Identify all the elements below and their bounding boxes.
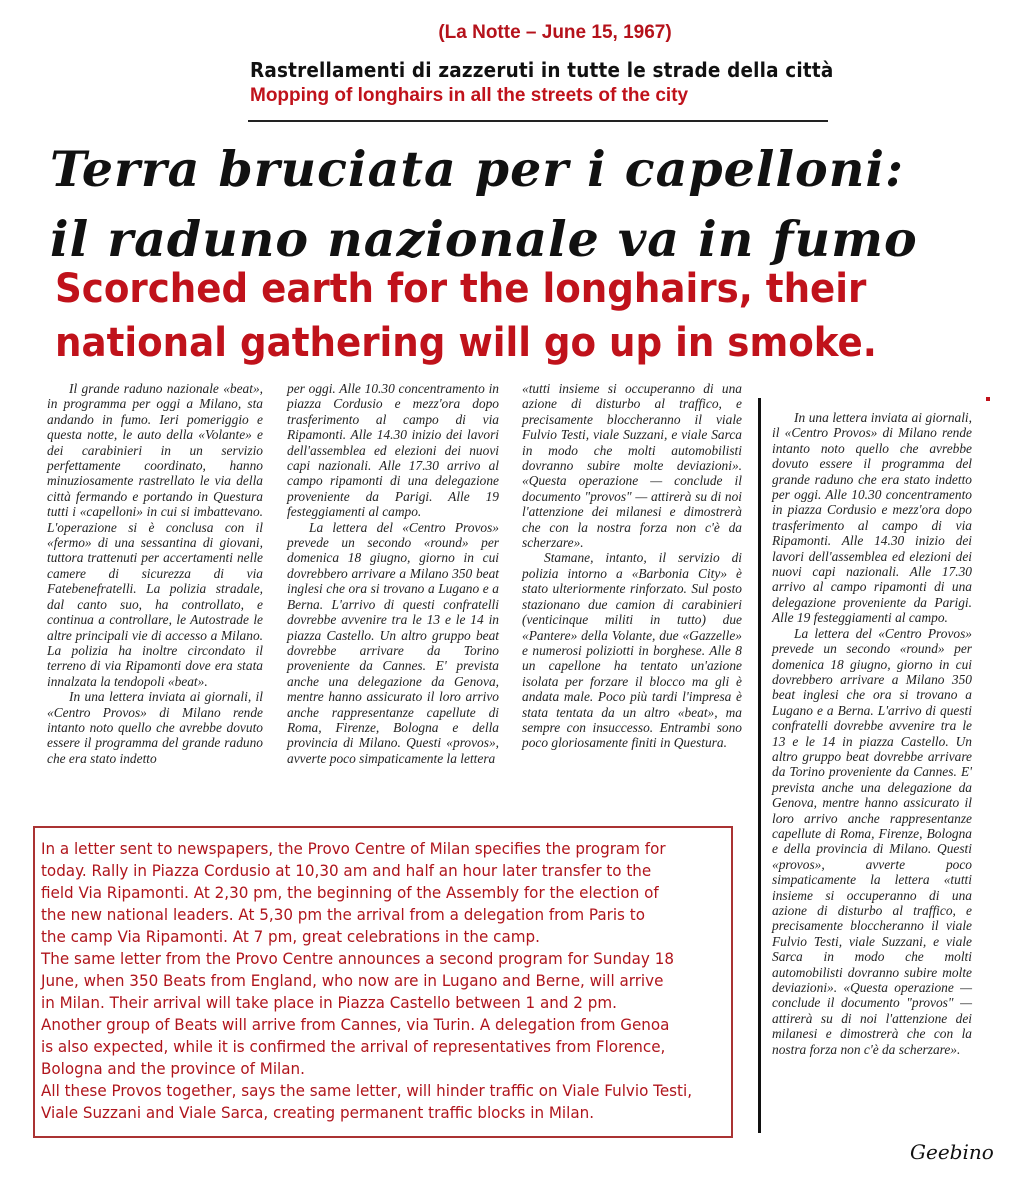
translation-line: Bologna and the province of Milan.	[41, 1059, 305, 1078]
subtitle-english: Mopping of longhairs in all the streets of the city	[250, 85, 689, 106]
translation-box	[33, 826, 733, 1138]
translation-line: Another group of Beats will arrive from Cannes, via Turin. A delegation from Genoa	[41, 1015, 670, 1034]
divider	[248, 120, 828, 122]
translation-line: The same letter from the Provo Centre announces a second program for Sunday 18	[41, 949, 674, 968]
paragraph: Stamane, intanto, il servizio di polizia intorno a «Barbonia City» è stato ulteriormente rinforzato. Sul posto stazionano due camion di carabinieri (venticinque militi in tutto) due «Pantere» della Volante, due «Gazzelle» e numerosi poliziotti in borghese. Alle 8 un capellone ha tentato un'azione isolata per forzare il blocco ma gli è andata male. Poco più tardi l'impresa è stata tentata da un altro «beat», ma sempre con insuccesso. Entrambi sono poco gloriosamente finiti in Questura.	[522, 550, 742, 751]
paragraph: In una lettera inviata ai giornali, il «Centro Provos» di Milano rende intanto noto quello che avrebbe dovuto essere il programma del grande raduno che era stato indetto per oggi. Alle 10.30 concentramento in piazza Cordusio e mezz'ora dopo trasferimento al campo di via Ripamonti. Alle 14.30 inizio dei lavori dell'assemblea ed elezioni dei nuovi capi nazionali. Alle 17.30 arrivo al campo ripamonti di una delegazione proveniente da Parigi. Alle 19 festeggiamenti al campo.	[772, 410, 972, 626]
headline-english-line1: Scorched earth for the longhairs, their	[55, 266, 867, 312]
article-column-4	[772, 410, 972, 1057]
article-column-1	[47, 381, 263, 766]
subtitle-italian: Rastrellamenti di zazzeruti in tutte le strade della città	[250, 58, 834, 82]
article-column-3	[522, 381, 742, 751]
headline-english-line2: national gathering will go up in smoke.	[55, 320, 877, 366]
paragraph: «tutti insieme si occuperanno di una azione di disturbo al traffico, e precisamente bloccheranno il viale Fulvio Testi, viale Suzzani, e viale Sarca in modo che molti automobilisti dovranno subire molte deviazioni». «Questa operazione — conclude il documento "provos" — attirerà su di noi l'attenzione dei milanesi e dimostrerà che con la nostra forza non c'è da scherzare».	[522, 381, 742, 551]
paragraph: Il grande raduno nazionale «beat», in programma per oggi a Milano, sta andando in fumo. Ieri pomeriggio e questa notte, le auto della «Volante» e dei carabinieri in un servizio perfettamente coordinato, hanno minuziosamente rastrellato le via della città fermando e portando in Questura tutti i «capelloni» in cui si imbattevano. L'operazione si è conclusa con il «fermo» di una sessantina di giovani, tuttora trattenuti per accertamenti nelle camere di sicurezza di via Fatebenefratelli. La polizia stradale, dal canto suo, ha controllato, e continua a controllare, le Autostrade le altre principali vie di accesso a Milano. La polizia ha inoltre circondato il terreno di via Ripamonti dove era stata innalzata la tendopoli «beat».	[47, 381, 263, 689]
translation-line: field Via Ripamonti. At 2,30 pm, the beginning of the Assembly for the election of	[41, 883, 659, 902]
article-column-2	[287, 381, 499, 766]
translation-line: is also expected, while it is confirmed the arrival of representatives from Florence,	[41, 1037, 666, 1056]
translation-line: All these Provos together, says the same letter, will hinder traffic on Viale Fulvio Testi,	[41, 1081, 693, 1100]
translation-line: the camp Via Ripamonti. At 7 pm, great celebrations in the camp.	[41, 927, 540, 946]
translation-line: In a letter sent to newspapers, the Provo Centre of Milan specifies the program for	[41, 839, 666, 858]
headline-italian-line1: Terra bruciata per i capelloni:	[50, 140, 905, 198]
translation-line: today. Rally in Piazza Cordusio at 10,30 am and half an hour later transfer to the	[41, 861, 652, 880]
translation-line: June, when 350 Beats from England, who now are in Lugano and Berne, will arrive	[41, 971, 664, 990]
paragraph: per oggi. Alle 10.30 concentramento in piazza Cordusio e mezz'ora dopo trasferimento al campo di via Ripamonti. Alle 14.30 inizio dei lavori dell'assemblea ed elezioni dei nuovi capi nazionali. Alle 17.30 arrivo al campo ripamonti di una delegazione proveniente da Parigi. Alle 19 festeggiamenti al campo.	[287, 381, 499, 520]
source-caption: (La Notte – June 15, 1967)	[438, 22, 672, 43]
paragraph: La lettera del «Centro Provos» prevede un secondo «round» per domenica 18 giugno, giorno in cui dovrebbero arrivare a Milano 350 beat inglesi che ora si trovano a Lugano e a Berna. L'arrivo di questi confratelli dovrebbe avvenire tra le 13 e le 14 in piazza Castello. Un altro gruppo beat dovrebbe arrivare da Torino proveniente da Cannes. E' prevista anche una delegazione da Genova, mentre hanno assicurato il loro arrivo anche rappresentanze capellute di Roma, Firenze, Bologna e della provincia di Milano. Questi «provos», avverte poco simpaticamente la lettera «tutti insieme si occuperanno di una azione di disturbo al traffico, e precisamente bloccheranno il viale Fulvio Testi, viale Suzzani, e viale Sarca in modo che molti automobilisti dovranno subire molte deviazioni». «Questa operazione — conclude il documento "provos" — attirerà su di noi l'attenzione dei milanesi e dimostrerà che con la nostra forza non c'è da scherzare».	[772, 625, 972, 1057]
signature: Geebino	[910, 1140, 994, 1164]
translation-line: the new national leaders. At 5,30 pm the arrival from a delegation from Paris to	[41, 905, 645, 924]
paragraph: In una lettera inviata ai giornali, il «Centro Provos» di Milano rende intanto noto quello che avrebbe dovuto essere il programma del grande raduno che era stato indetto	[47, 689, 263, 766]
paragraph: La lettera del «Centro Provos» prevede un secondo «round» per domenica 18 giugno, giorno in cui dovrebbero arrivare a Milano 350 beat inglesi che ora si trovano a Lugano e a Berna. L'arrivo di questi confratelli dovrebbe avvenire tra le 13 e le 14 in piazza Castello. Un altro gruppo beat dovrebbe arrivare da Torino proveniente da Cannes. E' prevista anche una delegazione da Genova, mentre hanno assicurato il loro arrivo anche rappresentanze capellute di Roma, Firenze, Bologna e della provincia di Milano. Questi «provos», avverte poco simpaticamente la lettera	[287, 519, 499, 766]
translation-line: Viale Suzzani and Viale Sarca, creating permanent traffic blocks in Milan.	[41, 1103, 595, 1122]
headline-italian-line2: il raduno nazionale va in fumo	[50, 210, 918, 268]
translation-line: in Milan. Their arrival will take place in Piazza Castello between 1 and 2 pm.	[41, 993, 617, 1012]
